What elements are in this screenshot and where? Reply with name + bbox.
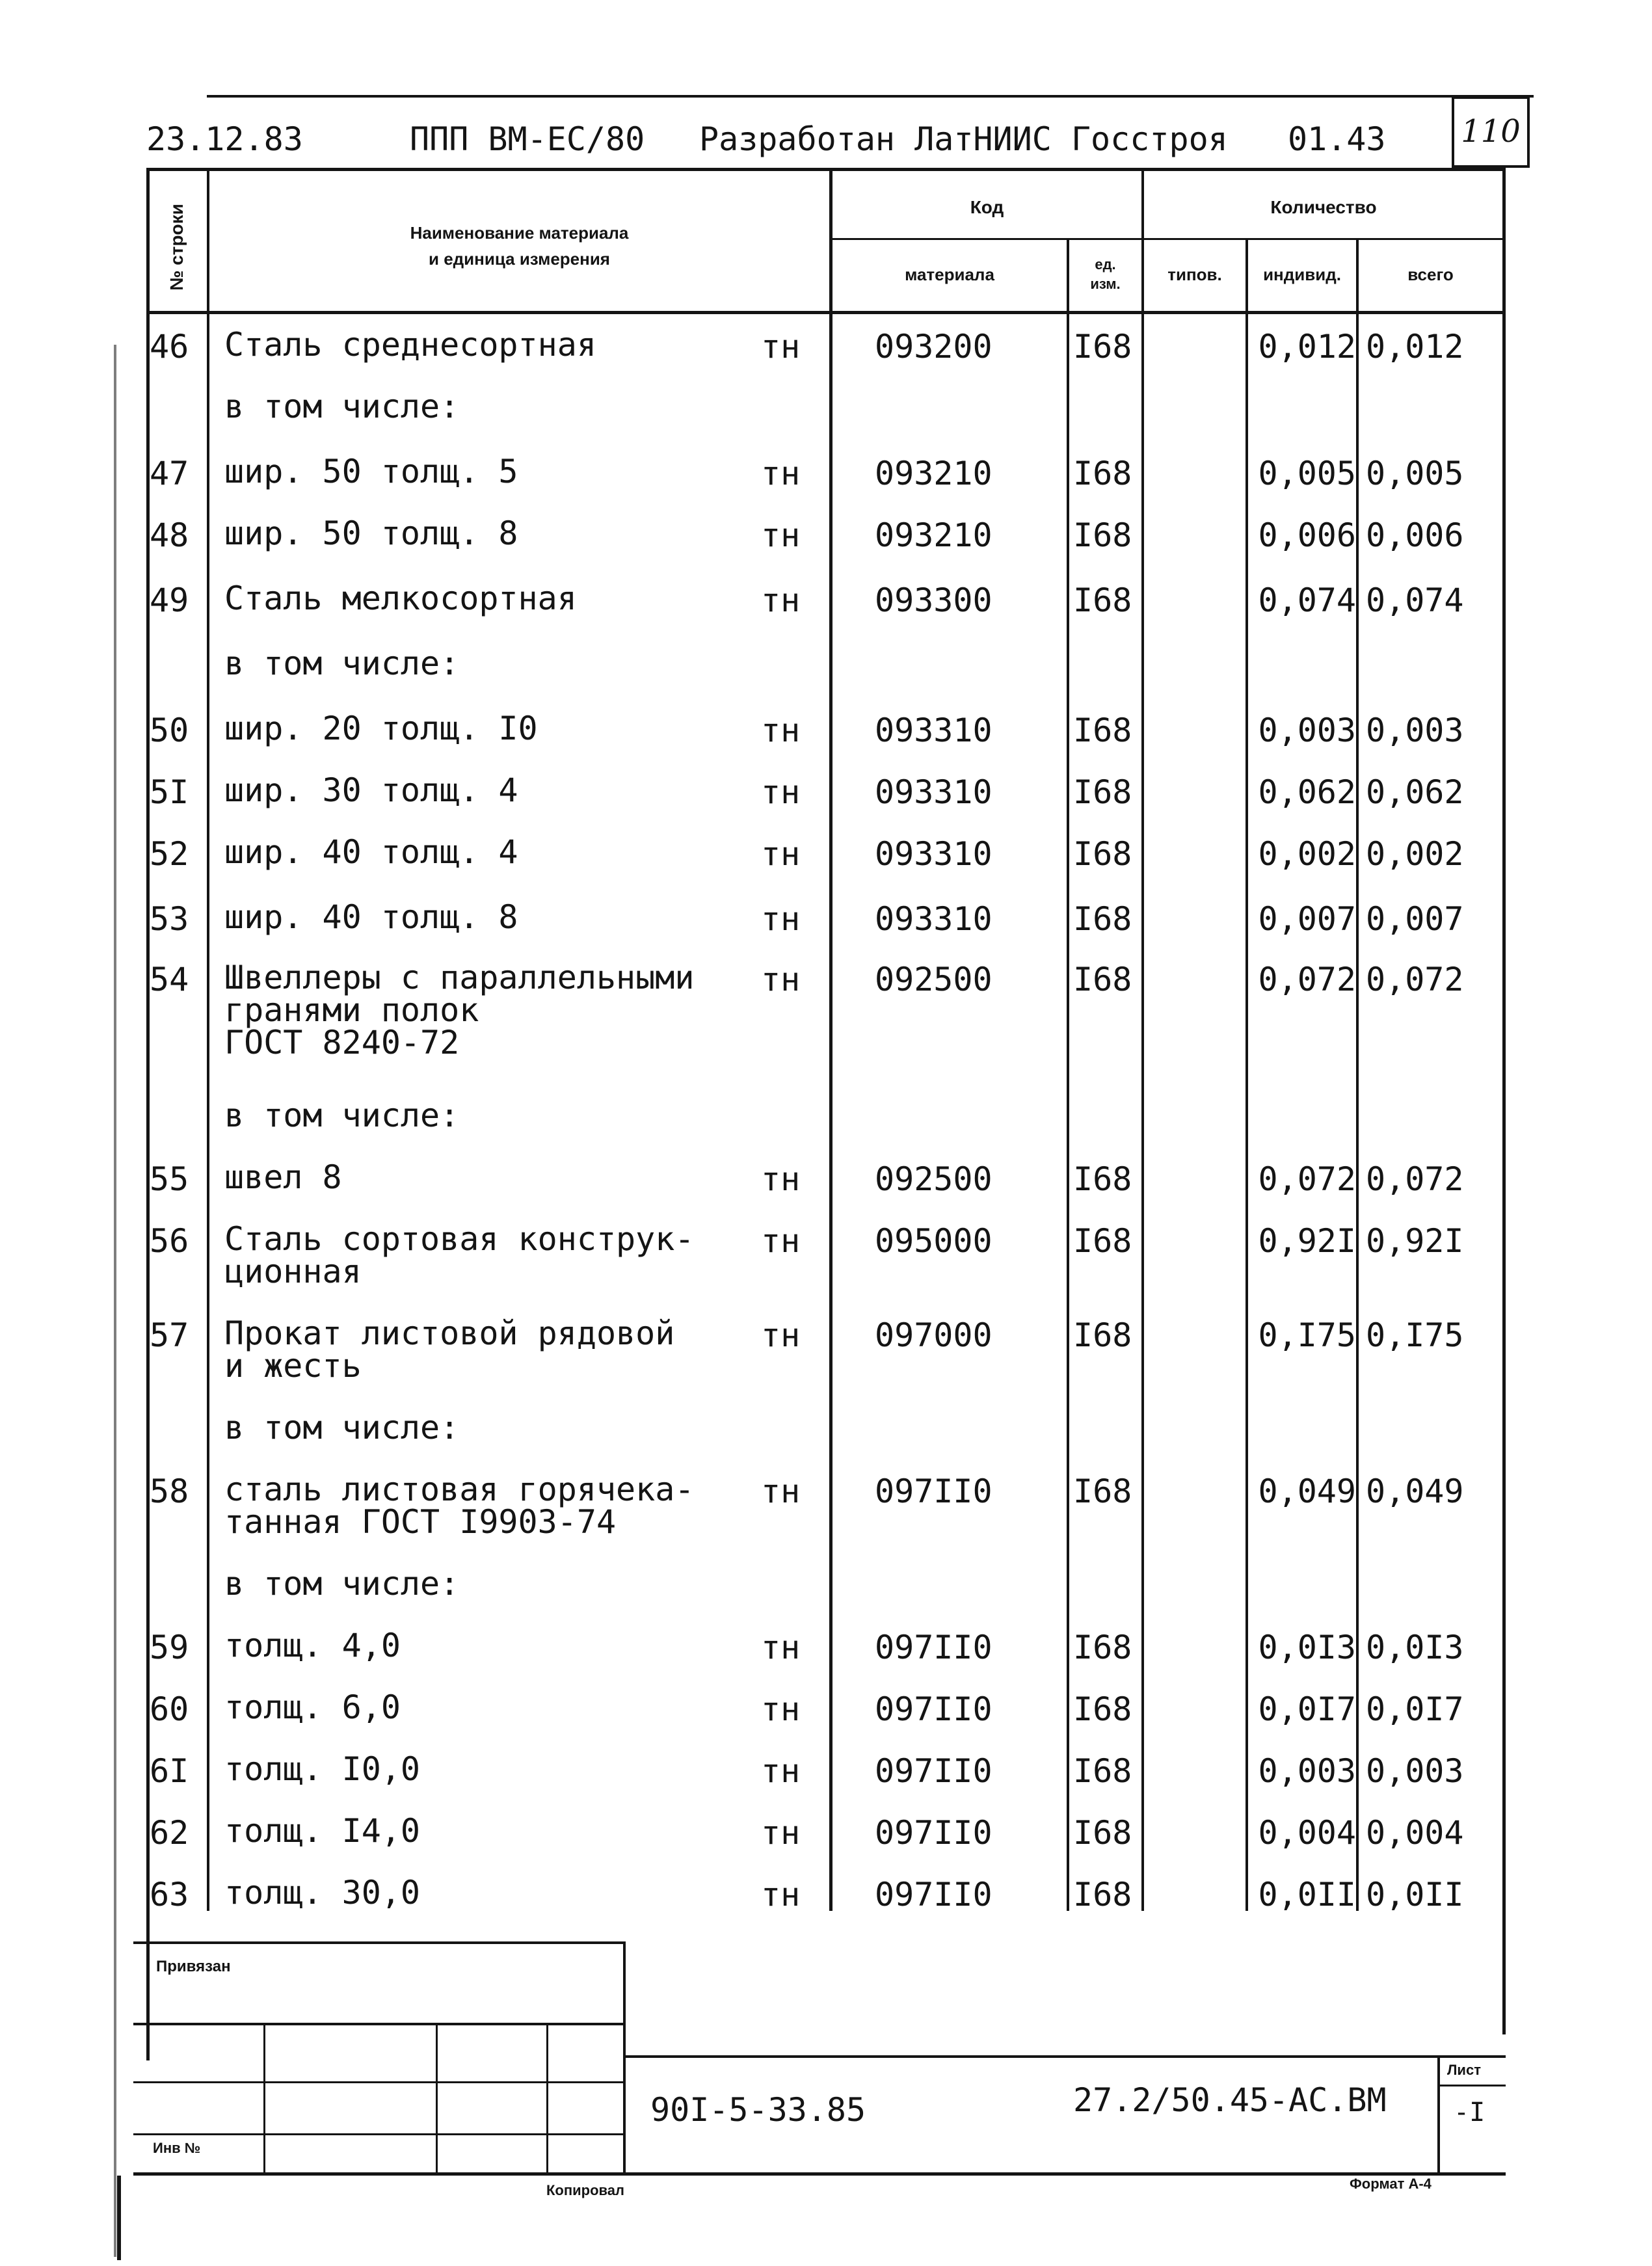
row-number: 60 <box>150 1690 189 1728</box>
col-line-right <box>1502 168 1506 2034</box>
row-ed-code: I68 <box>1073 1473 1132 1510</box>
row-qty-total: 0,0I7 <box>1366 1690 1464 1728</box>
row-ed-code: I68 <box>1073 773 1132 811</box>
row-qty-total: 0,072 <box>1366 1160 1464 1198</box>
row-qty-individual: 0,072 <box>1258 961 1356 998</box>
row-name: толщ. I0,0 <box>224 1750 421 1788</box>
row-ed-code: I68 <box>1073 961 1132 998</box>
row-name: Швеллеры с параллельными гранями полок ГОСТ 8240-72 <box>224 959 695 1061</box>
row-code: 093310 <box>875 773 993 811</box>
row-unit: тн <box>761 1814 801 1852</box>
row-unit: тн <box>761 1316 801 1354</box>
row-unit: тн <box>761 1629 801 1666</box>
row-qty-individual: 0,062 <box>1258 773 1356 811</box>
row-qty-individual: 0,0II <box>1258 1876 1356 1913</box>
row-qty-total: 0,I75 <box>1366 1316 1464 1354</box>
row-number: 55 <box>150 1160 189 1198</box>
row-number: 46 <box>150 328 189 366</box>
row-code: 092500 <box>875 1160 993 1198</box>
footer-project: 90I-5-33.85 <box>650 2091 866 2129</box>
footer-vline-1 <box>263 2023 265 2172</box>
row-qty-total: 0,062 <box>1366 773 1464 811</box>
row-name: шир. 50 толщ. 5 <box>224 453 518 490</box>
row-number: 6I <box>150 1752 189 1790</box>
footer-line-a <box>133 2023 624 2025</box>
row-qty-total: 0,007 <box>1366 900 1464 938</box>
table-head-mid-line <box>829 238 1506 240</box>
row-name: шир. 50 толщ. 8 <box>224 514 518 552</box>
row-ed-code: I68 <box>1073 1222 1132 1260</box>
row-code: 092500 <box>875 961 993 998</box>
head-code: Код <box>970 197 1004 217</box>
row-qty-total: 0,005 <box>1366 455 1464 492</box>
row-name: шир. 40 толщ. 8 <box>224 898 518 936</box>
row-code: 093200 <box>875 328 993 366</box>
footer-vline-2 <box>436 2023 438 2172</box>
row-qty-total: 0,003 <box>1366 1752 1464 1790</box>
row-qty-total: 0,0I3 <box>1366 1629 1464 1666</box>
row-qty-total: 0,012 <box>1366 328 1464 366</box>
row-ed-code: I68 <box>1073 1752 1132 1790</box>
footer-format: Формат А-4 <box>1350 2176 1432 2192</box>
row-name: Сталь сортовая конструк- ционная <box>224 1220 695 1290</box>
row-name: толщ. 6,0 <box>224 1688 401 1726</box>
footer-line-title <box>623 2055 1506 2058</box>
footer-copied: Копировал <box>546 2182 625 2198</box>
row-code: 097II0 <box>875 1814 993 1852</box>
row-number: 53 <box>150 900 189 938</box>
footer-vline-3 <box>546 2023 548 2172</box>
footer-sheet-hline <box>1437 2085 1506 2086</box>
row-number: 56 <box>150 1222 189 1260</box>
row-ed-code: I68 <box>1073 581 1132 619</box>
row-name: Сталь среднесортная <box>224 326 596 364</box>
row-name: в том числе: <box>224 1409 460 1446</box>
row-number: 50 <box>150 712 189 749</box>
row-ed-code: I68 <box>1073 1316 1132 1354</box>
footer-sheet-no: -I <box>1454 2098 1485 2127</box>
col-line-ind <box>1356 238 1359 1911</box>
row-qty-total: 0,072 <box>1366 961 1464 998</box>
row-code: 097II0 <box>875 1473 993 1510</box>
col-line-code <box>1067 238 1069 1911</box>
row-name: шир. 40 толщ. 4 <box>224 833 518 871</box>
row-code: 093310 <box>875 835 993 873</box>
row-ed-code: I68 <box>1073 328 1132 366</box>
left-binding-line <box>114 345 116 2257</box>
row-name: сталь листовая горячека- танная ГОСТ I9903-74 <box>224 1471 695 1541</box>
footer-left-tick <box>117 2176 121 2260</box>
header-date: 23.12.83 <box>146 120 303 158</box>
row-qty-individual: 0,007 <box>1258 900 1356 938</box>
row-qty-individual: 0,004 <box>1258 1814 1356 1852</box>
row-name: толщ. 4,0 <box>224 1627 401 1664</box>
row-name: толщ. I4,0 <box>224 1812 421 1850</box>
row-name: в том числе: <box>224 1565 460 1603</box>
footer-line-b <box>133 2081 624 2083</box>
row-code: 095000 <box>875 1222 993 1260</box>
row-number: 57 <box>150 1316 189 1354</box>
row-ed-code: I68 <box>1073 900 1132 938</box>
row-qty-individual: 0,0I7 <box>1258 1690 1356 1728</box>
row-unit: тн <box>761 961 801 998</box>
row-unit: тн <box>761 1160 801 1198</box>
table-head-bottom-border <box>146 311 1506 314</box>
row-ed-code: I68 <box>1073 455 1132 492</box>
row-qty-individual: 0,002 <box>1258 835 1356 873</box>
row-number: 54 <box>150 961 189 998</box>
row-number: 63 <box>150 1876 189 1913</box>
row-qty-individual: 0,074 <box>1258 581 1356 619</box>
row-number: 52 <box>150 835 189 873</box>
row-code: 093300 <box>875 581 993 619</box>
footer-inv-no: Инв № <box>153 2140 201 2156</box>
footer-privyazan: Привязан <box>156 1958 231 1975</box>
top-border <box>207 95 1534 98</box>
header-developer: Разработан ЛатНИИС Госстроя <box>699 120 1228 158</box>
row-qty-individual: 0,005 <box>1258 455 1356 492</box>
head-row-no-cell <box>151 189 203 306</box>
row-name: шир. 20 толщ. I0 <box>224 710 538 747</box>
row-qty-total: 0,0II <box>1366 1876 1464 1913</box>
row-number: 59 <box>150 1629 189 1666</box>
row-unit: тн <box>761 712 801 749</box>
row-qty-individual: 0,0I3 <box>1258 1629 1356 1666</box>
row-unit: тн <box>761 1473 801 1510</box>
table-top-border <box>146 168 1506 171</box>
row-name: в том числе: <box>224 388 460 425</box>
row-name: в том числе: <box>224 1097 460 1134</box>
row-code: 097000 <box>875 1316 993 1354</box>
row-name: шир. 30 толщ. 4 <box>224 771 518 809</box>
row-code: 097II0 <box>875 1690 993 1728</box>
footer-bottom-line <box>133 2172 1506 2176</box>
head-q-individual: индивид. <box>1263 265 1341 284</box>
row-qty-total: 0,003 <box>1366 712 1464 749</box>
row-qty-total: 0,049 <box>1366 1473 1464 1510</box>
footer-sheet-label: Лист <box>1447 2062 1481 2078</box>
row-qty-total: 0,92I <box>1366 1222 1464 1260</box>
page-stamp: 110 <box>1452 96 1530 168</box>
row-unit: тн <box>761 516 801 554</box>
footer-top-line <box>133 1941 624 1944</box>
row-qty-individual: 0,003 <box>1258 712 1356 749</box>
row-unit: тн <box>761 1222 801 1260</box>
head-row-no: № строки <box>167 204 187 291</box>
row-qty-individual: 0,003 <box>1258 1752 1356 1790</box>
footer-vline-main <box>623 1941 626 2176</box>
row-name: Сталь мелкосортная <box>224 580 577 617</box>
header-section: 01.43 <box>1288 120 1386 158</box>
head-q-typical: типов. <box>1167 265 1222 284</box>
row-code: 093310 <box>875 900 993 938</box>
row-ed-code: I68 <box>1073 1814 1132 1852</box>
head-code-material: материала <box>905 265 994 284</box>
row-ed-code: I68 <box>1073 1690 1132 1728</box>
head-name: Наименование материала и единица измерения <box>410 223 629 269</box>
row-qty-total: 0,004 <box>1366 1814 1464 1852</box>
row-number: 58 <box>150 1473 189 1510</box>
row-unit: тн <box>761 773 801 811</box>
head-quantity: Количество <box>1270 197 1377 217</box>
row-name: толщ. 30,0 <box>224 1874 421 1912</box>
row-qty-individual: 0,I75 <box>1258 1316 1356 1354</box>
row-unit: тн <box>761 900 801 938</box>
row-number: 62 <box>150 1814 189 1852</box>
row-ed-code: I68 <box>1073 712 1132 749</box>
footer-line-c <box>133 2133 624 2135</box>
row-qty-individual: 0,92I <box>1258 1222 1356 1260</box>
head-q-total: всего <box>1407 265 1454 284</box>
row-code: 097II0 <box>875 1629 993 1666</box>
row-ed-code: I68 <box>1073 1160 1132 1198</box>
row-unit: тн <box>761 328 801 366</box>
footer-doc-code: 27.2/50.45-АС.ВМ <box>1073 2081 1387 2119</box>
footer-sheet-vline <box>1437 2055 1440 2176</box>
row-ed-code: I68 <box>1073 1876 1132 1913</box>
row-number: 5I <box>150 773 189 811</box>
row-qty-individual: 0,012 <box>1258 328 1356 366</box>
head-code-unit: ед. изм. <box>1090 256 1121 292</box>
col-line-unit <box>1141 168 1144 1911</box>
row-unit: тн <box>761 1876 801 1913</box>
row-qty-total: 0,074 <box>1366 581 1464 619</box>
row-name: Прокат листовой рядовой и жесть <box>224 1314 675 1385</box>
row-qty-individual: 0,072 <box>1258 1160 1356 1198</box>
row-qty-total: 0,006 <box>1366 516 1464 554</box>
row-ed-code: I68 <box>1073 1629 1132 1666</box>
row-number: 48 <box>150 516 189 554</box>
row-code: 093210 <box>875 455 993 492</box>
row-ed-code: I68 <box>1073 835 1132 873</box>
row-unit: тн <box>761 1690 801 1728</box>
row-unit: тн <box>761 455 801 492</box>
col-line-name <box>829 168 833 1911</box>
row-unit: тн <box>761 1752 801 1790</box>
row-code: 093310 <box>875 712 993 749</box>
row-code: 097II0 <box>875 1876 993 1913</box>
header-ppp: ППП ВМ-ЕС/80 <box>410 120 645 158</box>
row-code: 093210 <box>875 516 993 554</box>
row-number: 49 <box>150 581 189 619</box>
row-qty-total: 0,002 <box>1366 835 1464 873</box>
row-number: 47 <box>150 455 189 492</box>
row-code: 097II0 <box>875 1752 993 1790</box>
col-line-typ <box>1246 238 1248 1911</box>
row-ed-code: I68 <box>1073 516 1132 554</box>
row-unit: тн <box>761 581 801 619</box>
row-qty-individual: 0,049 <box>1258 1473 1356 1510</box>
row-name: в том числе: <box>224 645 460 682</box>
row-name: швел 8 <box>224 1158 342 1196</box>
row-unit: тн <box>761 835 801 873</box>
row-qty-individual: 0,006 <box>1258 516 1356 554</box>
